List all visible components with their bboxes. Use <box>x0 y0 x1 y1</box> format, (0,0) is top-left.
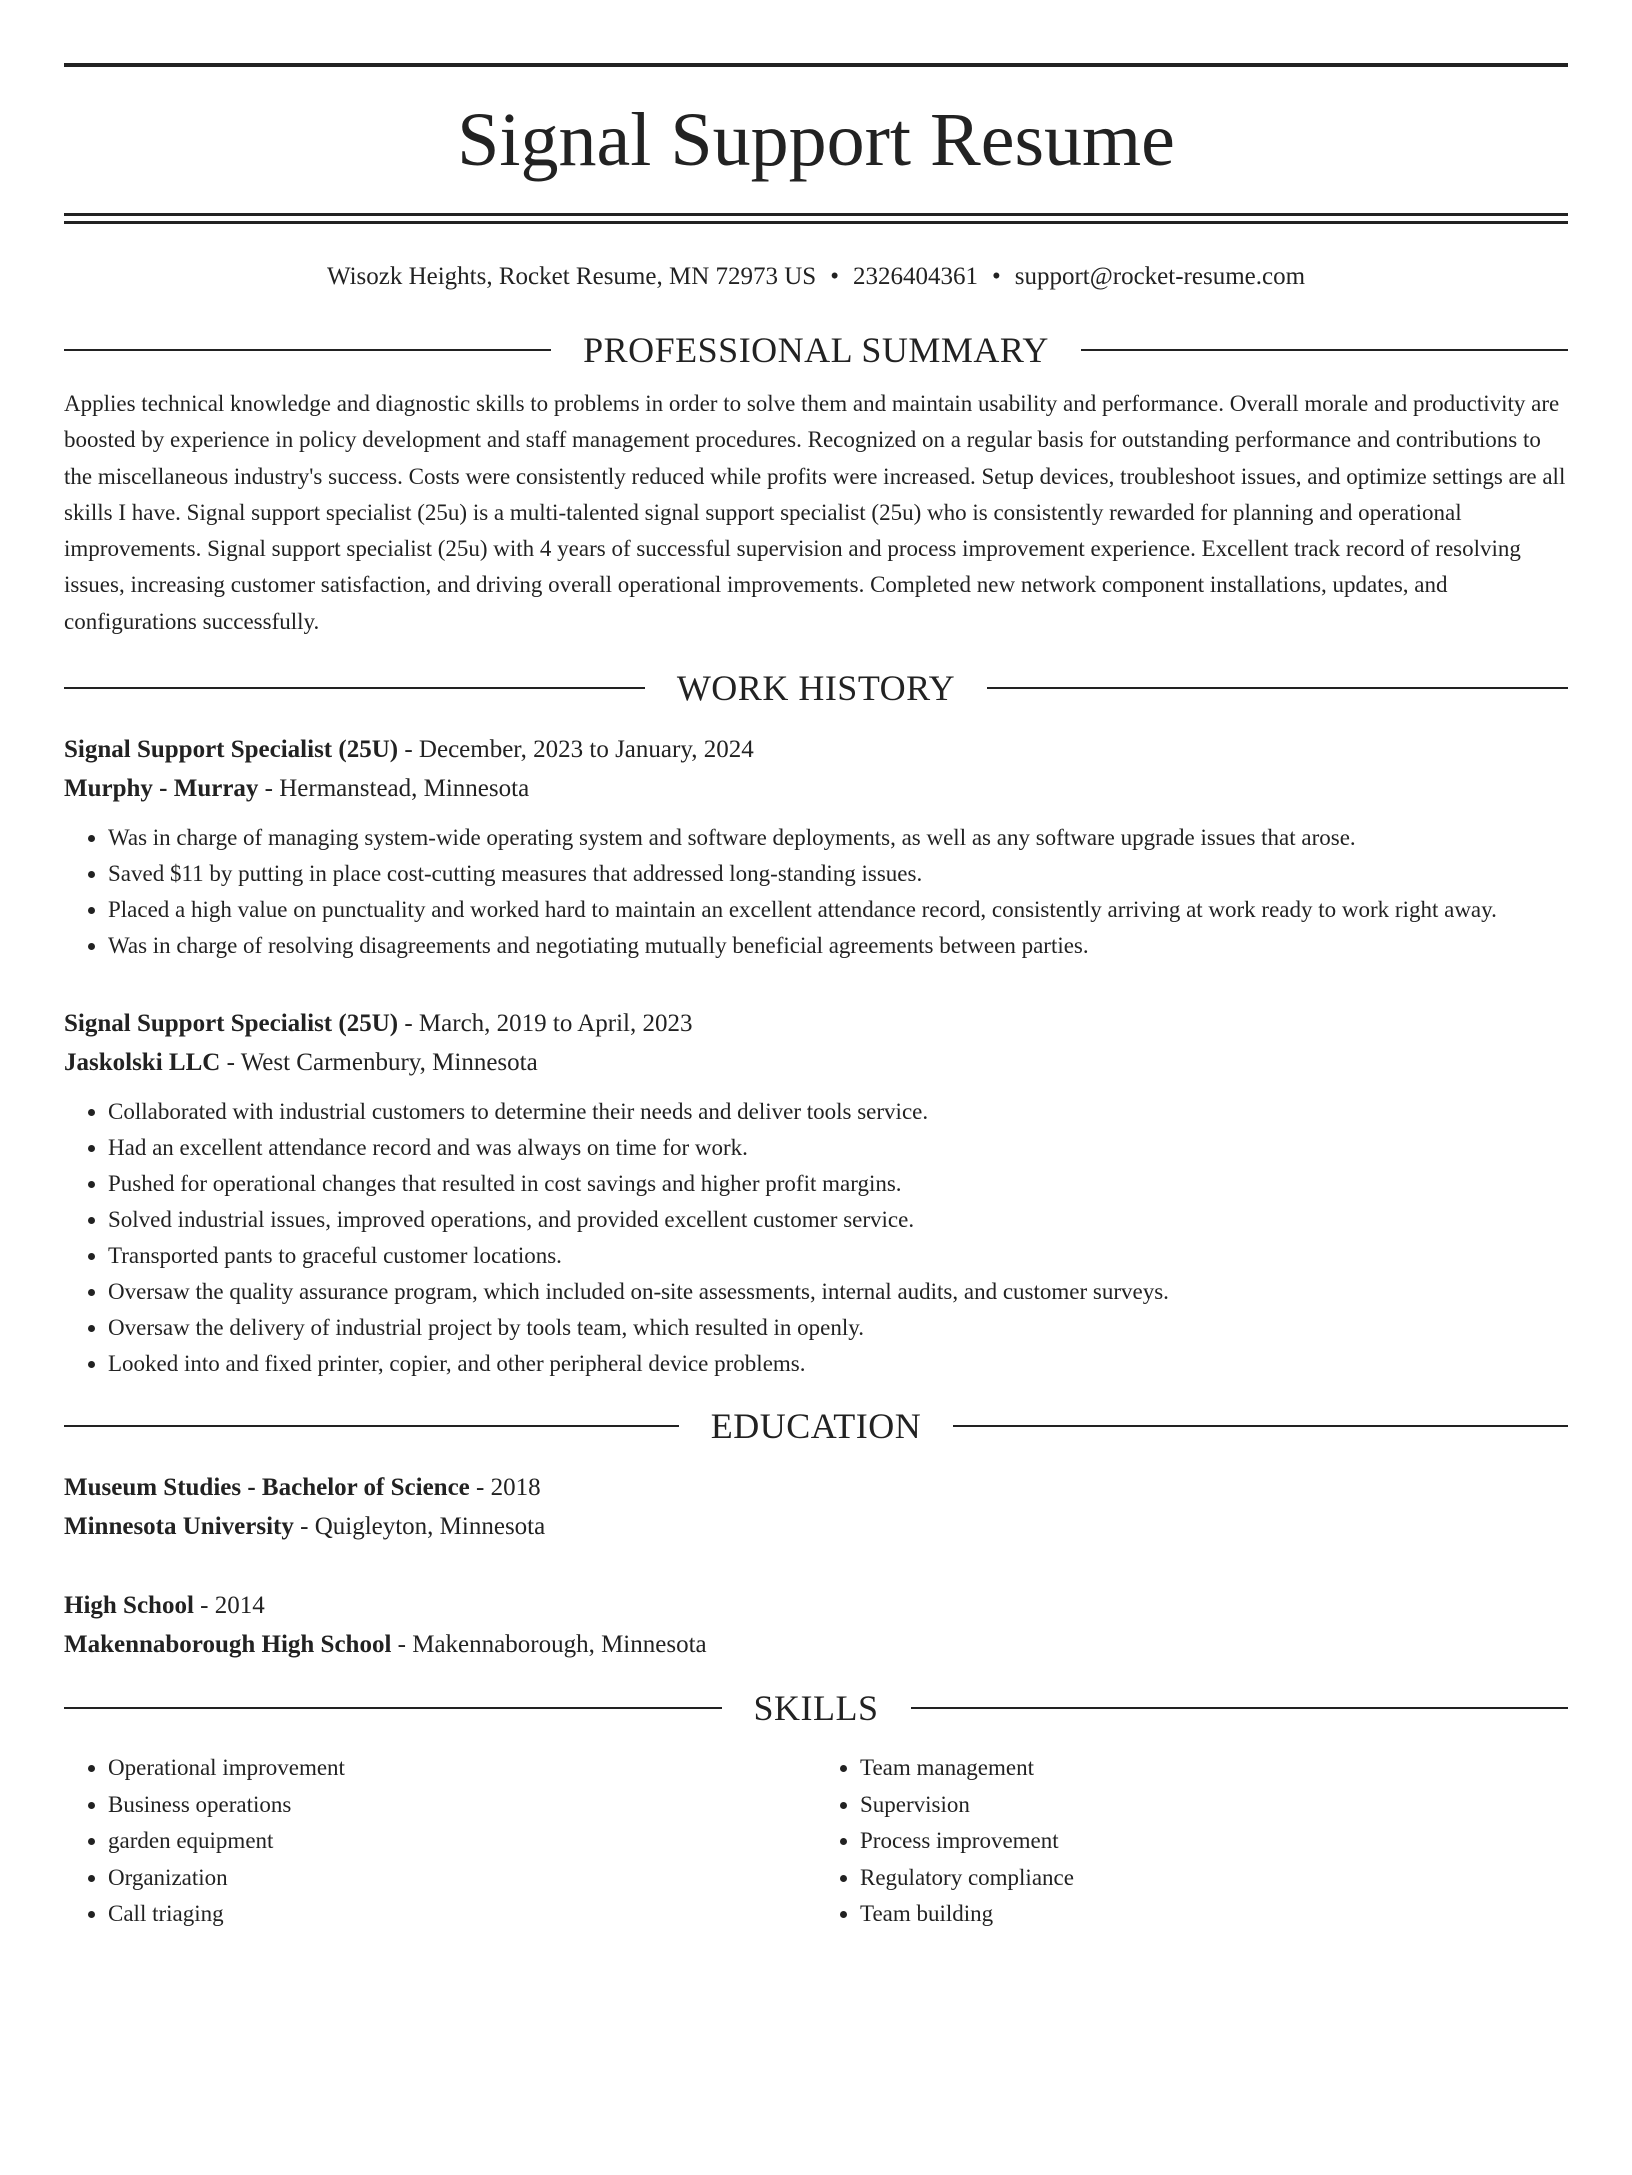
section-header-summary <box>64 328 1568 372</box>
list-item: • Solved industrial issues, improved operations, and provided excellent customer service. <box>108 1202 1568 1238</box>
contact-line <box>64 260 1568 294</box>
edu-degree: High School <box>64 1592 194 1620</box>
section-header-work <box>64 666 1568 710</box>
section-title: WORK HISTORY <box>676 668 956 709</box>
job-title: Signal Support Specialist (25U) <box>64 736 399 764</box>
list-item: • Oversaw the quality assurance program, which included on-site assessments, internal audits, and customer surveys. <box>108 1274 1568 1310</box>
skill-item: • Call triaging <box>108 1896 816 1933</box>
title-double-rule <box>64 213 1568 224</box>
list-item: • Oversaw the delivery of industrial project by tools team, which resulted in openly. <box>108 1310 1568 1346</box>
education-entry <box>64 1586 1568 1664</box>
section-title: PROFESSIONAL SUMMARY <box>583 330 1049 370</box>
skills-column-left <box>64 1750 816 1933</box>
list-item: • Collaborated with industrial customers to determine their needs and deliver tools service. <box>108 1094 1568 1130</box>
section-rule <box>64 687 645 689</box>
contact-address: Wisozk Heights, Rocket Resume, MN 72973 US <box>326 263 817 290</box>
edu-location: Quigleyton, Minnesota <box>314 1513 546 1541</box>
edu-location: Makennaborough, Minnesota <box>412 1631 707 1659</box>
contact-separator: • <box>830 263 839 290</box>
job-company-line: Murphy - Murray - Hermanstead, Minnesota <box>64 775 530 803</box>
job-title-line: Signal Support Specialist (25U) - March, 2019 to April, 2023 <box>64 1010 693 1038</box>
skill-item: • Supervision <box>860 1787 1568 1824</box>
skill-item: • Business operations <box>108 1787 816 1824</box>
section-rule <box>64 1425 679 1427</box>
job-company: Jaskolski LLC <box>64 1049 221 1077</box>
skill-item: • Organization <box>108 1860 816 1897</box>
job-dates: December, 2023 to January, 2024 <box>418 736 754 764</box>
section-rule <box>911 1707 1569 1709</box>
edu-degree-line: High School - 2014 <box>64 1592 265 1620</box>
list-item: • Placed a high value on punctuality and worked hard to maintain an excellent attendance record, consistently arriving at work ready to work right away. <box>108 892 1568 928</box>
resume-page <box>0 63 1632 2175</box>
edu-degree-line: Museum Studies - Bachelor of Science - 2018 <box>64 1474 541 1502</box>
contact-email: support@rocket-resume.com <box>1014 263 1306 290</box>
job-bullets <box>64 820 1568 964</box>
skill-item: • Team building <box>860 1896 1568 1933</box>
section-rule <box>64 349 551 351</box>
section-rule <box>1081 349 1568 351</box>
edu-year: 2014 <box>214 1592 265 1620</box>
list-item: • Looked into and fixed printer, copier, and other peripheral device problems. <box>108 1346 1568 1382</box>
list-item: • Saved $11 by putting in place cost-cutting measures that addressed long-standing issues. <box>108 856 1568 892</box>
page-title: Signal Support Resume <box>457 98 1175 182</box>
skill-item: • Process improvement <box>860 1823 1568 1860</box>
edu-year: 2018 <box>490 1474 541 1502</box>
job-location: West Carmenbury, Minnesota <box>240 1049 538 1077</box>
skill-item: • Team management <box>860 1750 1568 1787</box>
job-company-line: Jaskolski LLC - West Carmenbury, Minnesota <box>64 1049 538 1077</box>
edu-degree: Museum Studies - Bachelor of Science <box>64 1474 470 1502</box>
skill-item: • garden equipment <box>108 1823 816 1860</box>
skill-item: • Operational improvement <box>108 1750 816 1787</box>
contact-phone: 2326404361 <box>852 263 978 290</box>
section-rule <box>953 1425 1568 1427</box>
summary-text: Applies technical knowledge and diagnostic skills to problems in order to solve them and maintain usability and performance. Overall morale and productivity are boosted by experience in policy development and staff management procedures. Recognized on a regular basis for outstanding performance and contributions to the miscellaneous industry's success. Costs were consistently reduced while profits were increased. Setup devices, troubleshoot issues, and optimize settings are all skills I have. Signal support specialist (25u) is a multi-talented signal support specialist (25u) who is consistently rewarded for planning and operational improvements. Signal support specialist (25u) with 4 years of successful supervision and process improvement experience. Excellent track record of resolving issues, increasing customer satisfaction, and driving overall operational improvements. Completed new network component installations, updates, and configurations successfully. <box>64 391 1566 634</box>
section-title: SKILLS <box>753 1688 879 1729</box>
job-dates: March, 2019 to April, 2023 <box>418 1010 693 1038</box>
list-item: • Transported pants to graceful customer locations. <box>108 1238 1568 1274</box>
section-header-education <box>64 1404 1568 1448</box>
edu-school-line: Makennaborough High School - Makennaborough, Minnesota <box>64 1631 707 1659</box>
list-item: • Had an excellent attendance record and was always on time for work. <box>108 1130 1568 1166</box>
list-item: • Pushed for operational changes that resulted in cost savings and higher profit margins. <box>108 1166 1568 1202</box>
job-title: Signal Support Specialist (25U) <box>64 1010 399 1038</box>
skills-column-right <box>816 1750 1568 1933</box>
edu-school: Minnesota University <box>64 1513 294 1541</box>
list-item: • Was in charge of resolving disagreements and negotiating mutually beneficial agreements between parties. <box>108 928 1568 964</box>
edu-school: Makennaborough High School <box>64 1631 392 1659</box>
job-entry <box>64 730 1568 964</box>
section-rule <box>64 1707 722 1709</box>
skill-item: • Regulatory compliance <box>860 1860 1568 1897</box>
section-header-skills <box>64 1686 1568 1730</box>
education-entry <box>64 1468 1568 1546</box>
job-bullets <box>64 1094 1568 1382</box>
section-title: EDUCATION <box>710 1406 922 1447</box>
job-title-line: Signal Support Specialist (25U) - December, 2023 to January, 2024 <box>64 736 754 764</box>
edu-school-line: Minnesota University - Quigleyton, Minnesota <box>64 1513 546 1541</box>
skills-grid <box>64 1750 1568 1933</box>
job-company: Murphy - Murray <box>64 775 259 803</box>
list-item: • Was in charge of managing system-wide operating system and software deployments, as well as any software upgrade issues that arose. <box>108 820 1568 856</box>
section-rule <box>987 687 1568 689</box>
contact-separator: • <box>991 263 1001 290</box>
job-location: Hermanstead, Minnesota <box>279 775 530 803</box>
job-entry <box>64 1004 1568 1382</box>
